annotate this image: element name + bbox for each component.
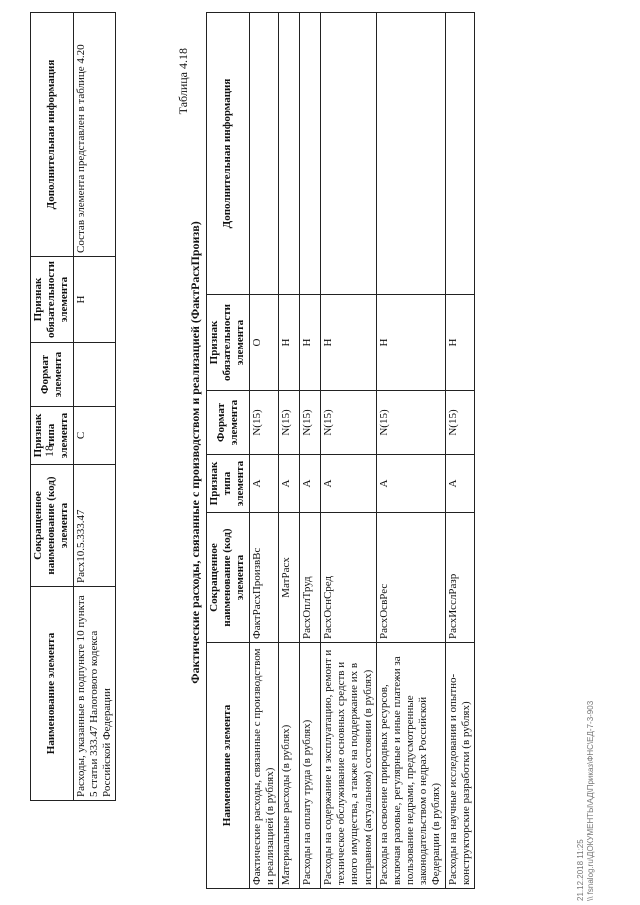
cell-format: N(15)	[299, 391, 320, 455]
cell-code: ФактРасхПроизвВс	[249, 513, 278, 643]
table-continued	[30, 12, 116, 801]
table-row	[73, 13, 116, 801]
cell-info	[249, 13, 278, 295]
cell-name: Расходы на научные исследования и опытно-конструкторские разработки (в рублях)	[445, 643, 474, 889]
cell-required: О	[249, 295, 278, 391]
table-label: Таблица 4.18	[176, 48, 190, 115]
cell-required: Н	[376, 295, 445, 391]
cell-info	[299, 13, 320, 295]
cell-type: А	[320, 455, 376, 513]
cell-info	[445, 13, 474, 295]
table-title: Фактические расходы, связанные с производством и реализацией (ФактРасхПроизв)	[188, 221, 202, 684]
cell-name: Расходы на оплату труда (в рублях)	[299, 643, 320, 889]
table-row	[445, 13, 474, 889]
table-row	[376, 13, 445, 889]
page-number: 18	[42, 445, 56, 457]
cell-info	[278, 13, 299, 295]
header-cell: Дополнительная информация	[207, 13, 250, 295]
cell-format: N(15)	[376, 391, 445, 455]
cell-code: РасхОснСред	[320, 513, 376, 643]
cell-format	[73, 343, 116, 407]
cell-required: Н	[299, 295, 320, 391]
cell-name: Фактические расходы, связанные с производством и реализацией (в рублях)	[249, 643, 278, 889]
table-row	[249, 13, 278, 889]
cell-code: РасхОплТруд	[299, 513, 320, 643]
header-cell: Дополнительная информация	[31, 13, 74, 257]
cell-code: Расх10.5.333.47	[73, 465, 116, 587]
cell-required: Н	[445, 295, 474, 391]
cell-type: А	[249, 455, 278, 513]
cell-required: Н	[278, 295, 299, 391]
table-row	[320, 13, 376, 889]
header-cell: Признак обязательности элемента	[207, 295, 250, 391]
cell-type: С	[73, 407, 116, 465]
cell-code: РасхОсвРес	[376, 513, 445, 643]
header-cell: Признак типа элемента	[31, 407, 74, 465]
cell-info: Состав элемента представлен в таблице 4.20	[73, 13, 116, 257]
header-cell: Сокращенное наименование (код) элемента	[207, 513, 250, 643]
table-row	[278, 13, 299, 889]
header-cell: Признак типа элемента	[207, 455, 250, 513]
cell-name: Материальные расходы (в рублях)	[278, 643, 299, 889]
cell-type: А	[445, 455, 474, 513]
cell-type: А	[299, 455, 320, 513]
cell-name: Расходы на освоение природных ресурсов, включая разовые, регулярные и иные платежи за пользование недрами, предусмотренные законодательством о недрах Российской Федерации (в рублях)	[376, 643, 445, 889]
cell-required: Н	[73, 257, 116, 343]
header-cell: Формат элемента	[31, 343, 74, 407]
cell-format: N(15)	[445, 391, 474, 455]
cell-required: Н	[320, 295, 376, 391]
header-cell: Наименование элемента	[31, 587, 74, 801]
cell-format: N(15)	[278, 391, 299, 455]
header-cell: Признак обязательности элемента	[31, 257, 74, 343]
table-header-row	[207, 13, 250, 889]
table-row	[299, 13, 320, 889]
cell-format: N(15)	[320, 391, 376, 455]
header-cell: Сокращенное наименование (код) элемента	[31, 465, 74, 587]
header-cell: Формат элемента	[207, 391, 250, 455]
cell-type: А	[278, 455, 299, 513]
cell-type: А	[376, 455, 445, 513]
cell-code: РасхИсслРазр	[445, 513, 474, 643]
cell-format: N(15)	[249, 391, 278, 455]
table-header-row	[31, 13, 74, 801]
table-fact-expenses	[206, 12, 475, 889]
footer-timestamp: 21.12.2018 11:25	[576, 839, 585, 901]
header-cell: Наименование элемента	[207, 643, 250, 889]
cell-code: МатРасх	[278, 513, 299, 643]
cell-name: Расходы на содержание и эксплуатацию, ремонт и техническое обслуживание основных средств и иного имущества, а также на поддержание их в исправном (актуальном) состоянии (в рублях)	[320, 643, 376, 889]
cell-info	[320, 13, 376, 295]
cell-name: Расходы, указанные в подпункте 10 пункта 5 статьи 333.47 Налогового кодекса Российской Федерации	[73, 587, 116, 801]
cell-info	[376, 13, 445, 295]
footer-file-path: \\ fsnalog.ru\ДОКУМЕНТЫ\АД\Приказ\ФНС\ЕД-7-3-903	[586, 700, 595, 901]
